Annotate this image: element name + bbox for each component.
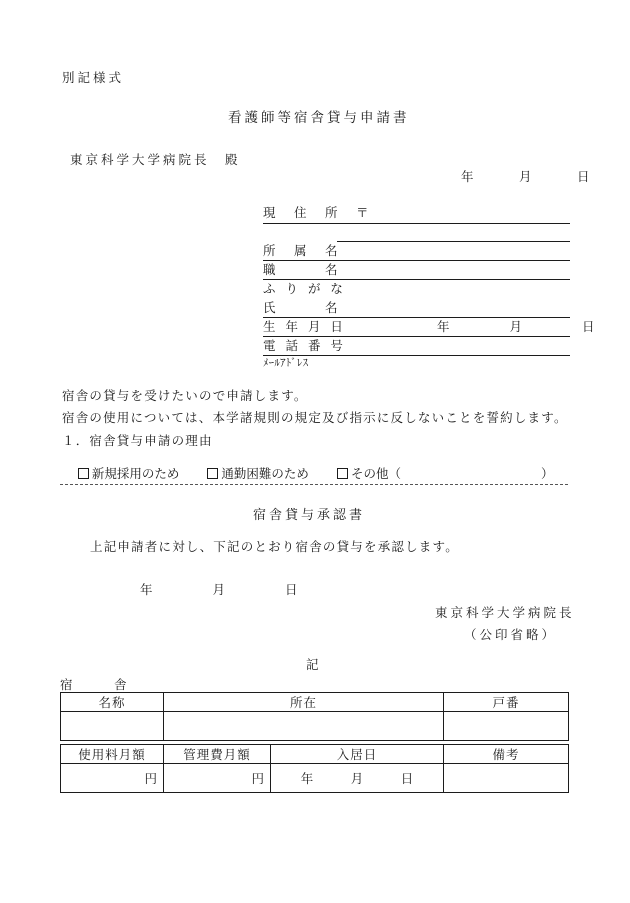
approval-date-line: 年 月 日 bbox=[140, 582, 300, 597]
fees-header-remarks: 備考 bbox=[444, 745, 569, 764]
housing-header-name: 名称 bbox=[61, 693, 164, 712]
reason-option-2-label: その他（ bbox=[350, 465, 401, 481]
table-row bbox=[61, 764, 569, 793]
reason-option-2[interactable] bbox=[337, 465, 554, 481]
housing-table bbox=[60, 692, 569, 741]
reason-option-1[interactable] bbox=[207, 465, 309, 481]
addressee: 東京科学大学病院長 殿 bbox=[70, 152, 241, 167]
table-row-header bbox=[61, 693, 569, 712]
checkbox-icon[interactable] bbox=[78, 468, 89, 479]
table-row bbox=[61, 712, 569, 741]
fees-header-management: 管理費月額 bbox=[164, 745, 271, 764]
cut-separator bbox=[60, 484, 568, 485]
record-section-label: 宿 舎 bbox=[60, 677, 128, 692]
housing-header-location: 所在 bbox=[164, 693, 444, 712]
reason-checkbox-group bbox=[62, 455, 553, 493]
housing-header-unit: 戸番 bbox=[444, 693, 569, 712]
fees-header-rent: 使用料月額 bbox=[61, 745, 164, 764]
form-code: 別記様式 bbox=[62, 70, 125, 85]
birthdate-value: 年 月 日 bbox=[437, 319, 597, 334]
table-row-header bbox=[61, 745, 569, 764]
affiliation-label: 所 属 名 bbox=[263, 243, 341, 258]
name-rule[interactable] bbox=[263, 317, 570, 318]
name-label: 氏 名 bbox=[263, 300, 341, 315]
job-title-label: 職 名 bbox=[263, 262, 341, 277]
furigana-label: ふ り が な bbox=[263, 281, 346, 296]
fees-header-movein: 入居日 bbox=[271, 745, 444, 764]
housing-value-location[interactable] bbox=[164, 712, 444, 741]
approval-title: 宿舎貸与承認書 bbox=[253, 508, 366, 523]
fees-value-movein[interactable]: 年 月 日 bbox=[271, 764, 444, 793]
current-address-rule-2[interactable] bbox=[337, 241, 570, 242]
reason-option-2-suffix: ） bbox=[540, 465, 554, 481]
checkbox-icon[interactable] bbox=[337, 468, 348, 479]
submission-date-line: 年 月 日 bbox=[461, 169, 592, 184]
body-line-1: 宿舎の貸与を受けたいので申請します。 bbox=[62, 388, 308, 403]
birthdate-rule[interactable] bbox=[263, 336, 570, 337]
approval-seal-note: （公印省略） bbox=[464, 627, 558, 642]
reason-option-0[interactable] bbox=[78, 465, 180, 481]
birthdate-label: 生 年 月 日 bbox=[263, 319, 346, 334]
fees-table bbox=[60, 744, 569, 793]
reason-option-1-label: 通勤困難のため bbox=[221, 465, 309, 481]
phone-label: 電 話 番 号 bbox=[263, 338, 346, 353]
email-label: ﾒｰﾙｱﾄﾞﾚｽ bbox=[263, 357, 309, 369]
record-heading: 記 bbox=[306, 657, 319, 672]
checkbox-icon[interactable] bbox=[207, 468, 218, 479]
reason-option-0-label: 新規採用のため bbox=[91, 465, 180, 481]
current-address-label: 現 住 所 〒 bbox=[263, 205, 372, 220]
phone-rule[interactable] bbox=[263, 355, 570, 356]
current-address-rule-1[interactable] bbox=[263, 223, 570, 224]
fees-value-remarks[interactable] bbox=[444, 764, 569, 793]
affiliation-rule[interactable] bbox=[263, 260, 570, 261]
approval-statement: 上記申請者に対し、下記のとおり宿舎の貸与を承認します。 bbox=[90, 539, 459, 554]
body-line-2: 宿舎の使用については、本学諸規則の規定及び指示に反しないことを誓約します。 bbox=[62, 410, 568, 425]
fees-value-management[interactable]: 円 bbox=[164, 764, 271, 793]
housing-value-name[interactable] bbox=[61, 712, 164, 741]
housing-value-unit[interactable] bbox=[444, 712, 569, 741]
page-title: 看護師等宿舎貸与申請書 bbox=[228, 110, 410, 126]
fees-value-rent[interactable]: 円 bbox=[61, 764, 164, 793]
job-title-rule[interactable] bbox=[263, 279, 570, 280]
reason-heading: １．宿舎貸与申請の理由 bbox=[62, 433, 213, 448]
approval-signer: 東京科学大学病院長 bbox=[435, 605, 575, 620]
